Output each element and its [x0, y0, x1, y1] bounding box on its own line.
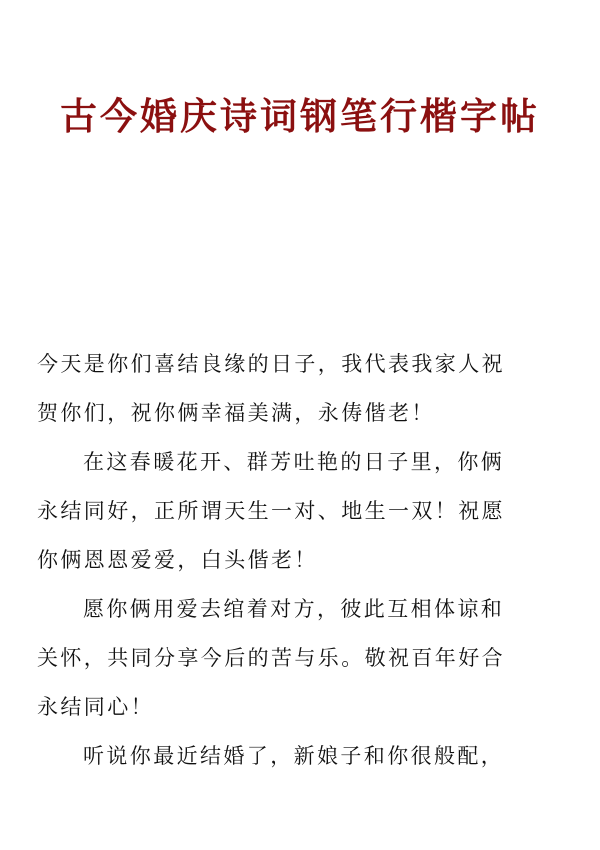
- page-title: 古今婚庆诗词钢笔行楷字帖: [60, 94, 540, 138]
- text-line: 关怀，共同分享今后的苦与乐。敬祝百年好合: [37, 646, 505, 670]
- text-line: 今天是你们喜结良缘的日子，我代表我家人祝: [37, 352, 505, 376]
- text-line: 永结同心！: [37, 695, 154, 719]
- body-text: [37, 340, 569, 781]
- text-line: 你俩恩恩爱爱，白头偕老！: [37, 548, 318, 572]
- text-line: 贺你们，祝你俩幸福美满，永俦偕老！: [37, 401, 435, 425]
- paragraph-start-line: 听说你最近结婚了，新娘子和你很般配，: [83, 744, 505, 768]
- paragraph-start-line: 在这春暖花开、群芳吐艳的日子里，你俩: [83, 450, 505, 474]
- paragraph-start-line: 愿你俩用爱去绾着对方，彼此互相体谅和: [83, 597, 505, 621]
- text-line: 永结同好，正所谓天生一对、地生一双！祝愿: [37, 499, 505, 523]
